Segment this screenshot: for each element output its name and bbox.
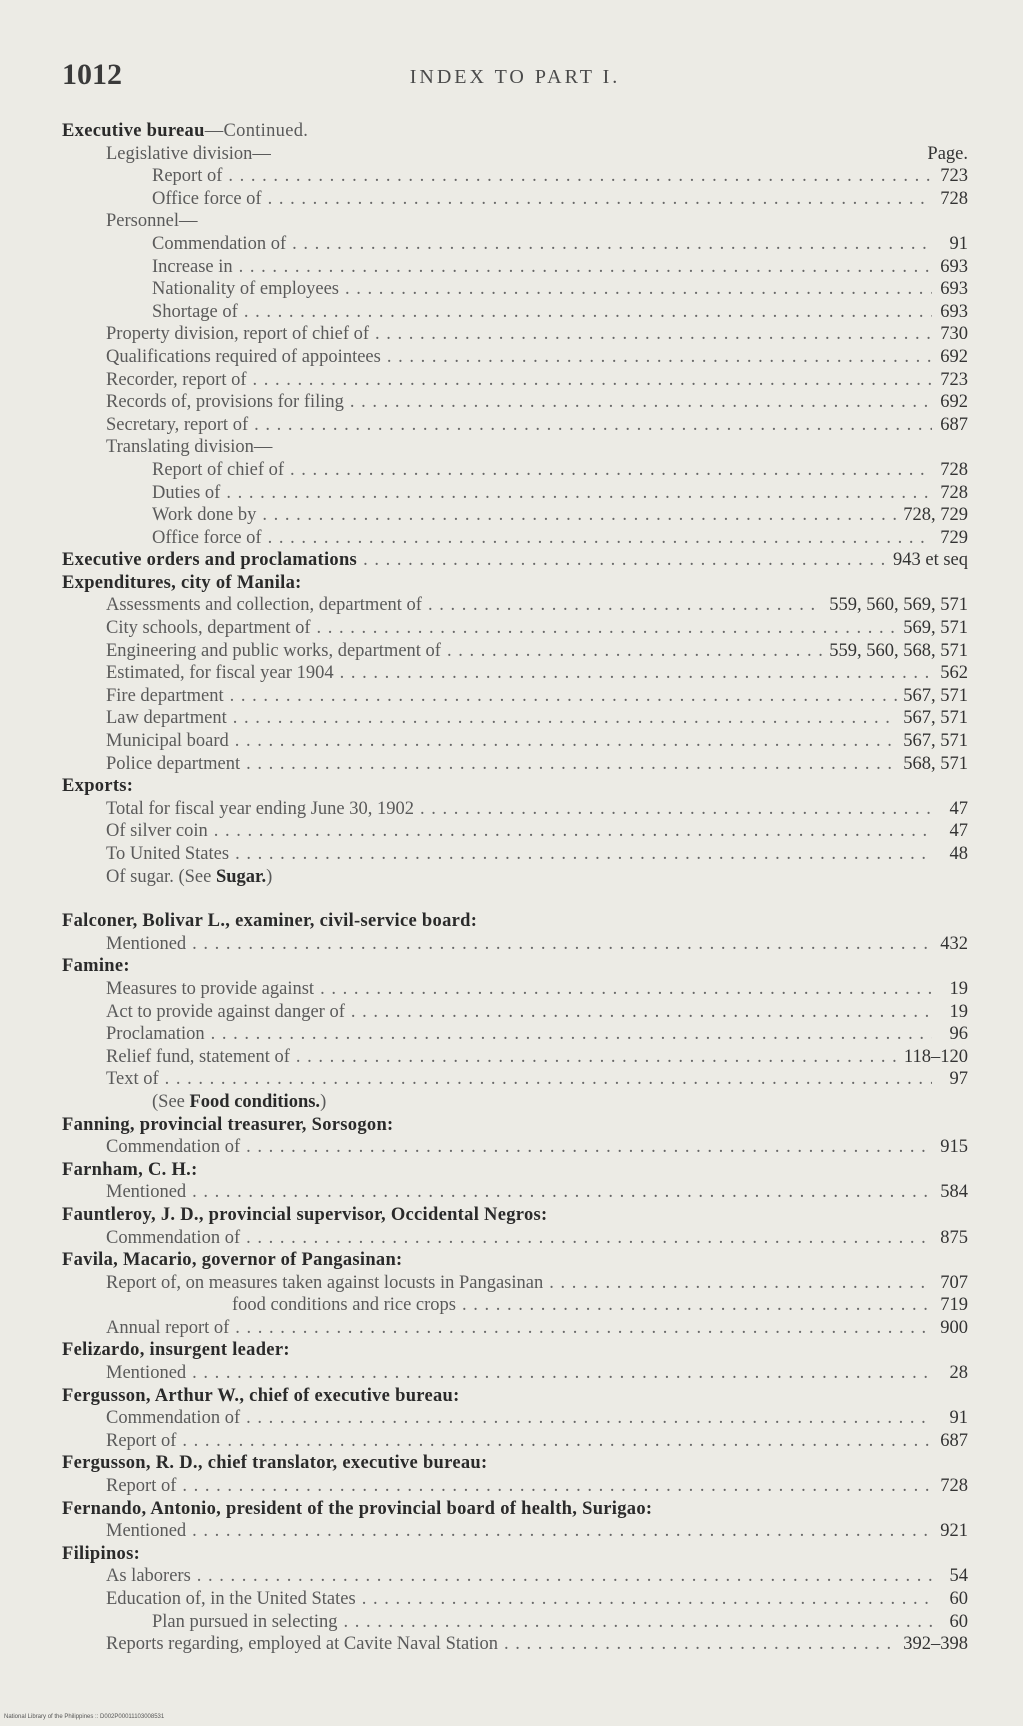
entry-label: Mentioned (106, 933, 187, 954)
scan-credit: National Library of the Philippines :: D002P00011103008531 (4, 1714, 165, 1720)
index-heading (62, 549, 968, 572)
entry-label: Education of, in the United States (106, 1589, 356, 1609)
index-heading (62, 1204, 968, 1227)
entry-label: Expenditures, city of Manila: (62, 572, 302, 593)
entry-label: Fire department (106, 685, 224, 706)
page-reference: 91 (949, 1408, 968, 1429)
entry-label: Fanning, provincial treasurer, Sorsogon: (62, 1114, 394, 1135)
entry-label: Qualifications required of appointees (106, 346, 381, 367)
entry-label: food conditions and rice crops (232, 1295, 456, 1316)
page-reference: 707 (940, 1272, 968, 1293)
entry-label: As laborers (106, 1566, 191, 1587)
dot-leader (254, 414, 932, 437)
dot-leader (230, 685, 898, 708)
dot-leader (387, 346, 932, 369)
page-reference: 392–398 (903, 1634, 968, 1655)
dot-leader (317, 617, 898, 640)
index-heading (62, 1543, 968, 1566)
entry-label: Felizardo, insurgent leader: (62, 1340, 290, 1361)
index-heading (62, 1114, 968, 1137)
index-subentry (62, 843, 968, 866)
index-subentry (62, 866, 968, 889)
dot-leader (197, 1565, 932, 1588)
entry-label: Report of, on measures taken against locusts in Pangasinan (106, 1272, 544, 1293)
dot-leader (165, 1068, 932, 1091)
entry-label: Reports regarding, employed at Cavite Naval Station (106, 1634, 498, 1655)
page-reference: Page. (927, 143, 968, 164)
index-subentry (62, 1362, 968, 1385)
entry-label: Executive orders and proclamations (62, 550, 358, 571)
entry-label: Report of chief of (152, 459, 285, 480)
dot-leader (268, 527, 932, 550)
index-subentry (62, 301, 968, 324)
page-reference: 728 (940, 188, 968, 209)
index-heading (62, 1385, 968, 1408)
entry-label: Mentioned (106, 1182, 187, 1203)
dot-leader (362, 1588, 932, 1611)
page-reference: 96 (949, 1024, 968, 1045)
index-subentry (62, 1520, 968, 1543)
dot-leader (292, 233, 932, 256)
page-reference: 730 (940, 324, 968, 345)
index-heading (62, 955, 968, 978)
dot-leader (192, 1520, 932, 1543)
entry-label: Exports: (62, 776, 134, 797)
dot-leader (235, 1317, 932, 1340)
page-reference: 19 (949, 1001, 968, 1022)
index-subentry (62, 436, 968, 459)
entry-label: Fauntleroy, J. D., provincial supervisor, Occidental Negros: (62, 1204, 548, 1225)
entry-label: (See Food conditions.) (152, 1091, 327, 1112)
dot-leader (343, 1611, 932, 1634)
index-subentry (62, 233, 968, 256)
index-subentry (62, 1001, 968, 1024)
dot-leader (228, 165, 932, 188)
entry-label: Increase in (152, 256, 233, 277)
dot-leader (226, 482, 932, 505)
page-reference: 568, 571 (903, 753, 968, 774)
index-subentry (62, 504, 968, 527)
entry-label: Police department (106, 753, 241, 774)
dot-leader (182, 1430, 932, 1453)
page-reference: 567, 571 (903, 731, 968, 752)
dot-leader (549, 1272, 932, 1295)
entry-label: Favila, Macario, governor of Pangasinan: (62, 1250, 403, 1271)
entry-label: Report of (152, 166, 223, 187)
dot-leader (246, 1227, 932, 1250)
index-heading (62, 775, 968, 798)
dot-leader (504, 1633, 897, 1656)
index-subentry (62, 933, 968, 956)
index-subentry (62, 640, 968, 663)
page-reference: 693 (940, 279, 968, 300)
index-subentry (62, 1611, 968, 1634)
page-reference: 48 (949, 844, 968, 864)
page-reference: 915 (940, 1137, 968, 1158)
entry-label: Annual report of (106, 1317, 230, 1338)
page-reference: 728, 729 (903, 505, 968, 526)
dot-leader (262, 504, 897, 527)
index-subentry (62, 346, 968, 369)
entry-label: Of silver coin (106, 821, 208, 842)
page-reference: 97 (949, 1069, 968, 1090)
page-number: 1012 (62, 58, 122, 91)
dot-leader (320, 978, 932, 1001)
entry-label: Recorder, report of (106, 369, 247, 390)
index-subentry (62, 1430, 968, 1453)
page-reference: 693 (940, 256, 968, 277)
page-reference: 687 (940, 414, 968, 435)
dot-leader (428, 594, 823, 617)
dot-leader (296, 1046, 898, 1069)
entry-label: Of sugar. (See Sugar.) (106, 866, 273, 887)
page-reference: 60 (949, 1589, 968, 1609)
entry-label: Commendation of (106, 1227, 241, 1248)
entry-label: Total for fiscal year ending June 30, 1902 (106, 798, 414, 819)
index-entries (62, 120, 968, 1656)
dot-leader (246, 1136, 932, 1159)
entry-label: Office force of (152, 527, 262, 548)
entry-label: Law department (106, 708, 227, 729)
dot-leader (447, 640, 823, 663)
dot-leader (363, 549, 887, 572)
page-reference: 432 (940, 933, 968, 954)
entry-suffix: —Continued. (204, 121, 309, 141)
entry-label: Engineering and public works, department of (106, 640, 441, 661)
page-reference: 693 (940, 301, 968, 322)
entry-label: Commendation of (106, 1137, 241, 1158)
page-reference: 723 (940, 166, 968, 187)
entry-label: Proclamation (106, 1024, 205, 1045)
index-subentry (62, 978, 968, 1001)
page-reference: 91 (949, 233, 968, 254)
index-heading (62, 910, 968, 933)
entry-label: Plan pursued in selecting (152, 1611, 338, 1632)
dot-leader (235, 843, 932, 866)
index-subentry (62, 617, 968, 640)
dot-leader (290, 459, 932, 482)
index-subentry (62, 143, 968, 166)
cross-reference: Food conditions. (189, 1091, 321, 1112)
index-subentry (62, 1588, 968, 1611)
entry-label: Work done by (152, 505, 257, 526)
entry-label: Commendation of (152, 233, 287, 254)
dot-leader (340, 662, 932, 685)
dot-leader (239, 256, 932, 279)
entry-label: Text of (106, 1069, 159, 1090)
entry-label: Fernando, Antonio, president of the provincial board of health, Surigao: (62, 1498, 653, 1519)
dot-leader (351, 1001, 932, 1024)
index-heading (62, 1498, 968, 1521)
page-reference: 728 (940, 482, 968, 503)
index-subentry (62, 278, 968, 301)
page-reference: 569, 571 (903, 618, 968, 639)
entry-label: Relief fund, statement of (106, 1046, 290, 1067)
cross-reference: Sugar. (215, 866, 267, 887)
index-subentry (62, 1475, 968, 1498)
entry-label: Shortage of (152, 301, 238, 322)
page-reference: 19 (949, 978, 968, 999)
entry-label: Report of (106, 1430, 177, 1451)
index-heading (62, 1339, 968, 1362)
entry-label: Legislative division— (106, 143, 271, 164)
entry-label: Commendation of (106, 1408, 241, 1429)
index-subentry (62, 210, 968, 233)
index-heading (62, 120, 968, 143)
page-reference: 719 (940, 1295, 968, 1316)
index-subentry (62, 662, 968, 685)
index-subentry (62, 369, 968, 392)
index-subentry (62, 165, 968, 188)
page-reference: 60 (949, 1611, 968, 1632)
dot-leader (350, 391, 932, 414)
page-reference: 567, 571 (903, 708, 968, 729)
page-reference: 559, 560, 568, 571 (829, 640, 968, 661)
entry-label: Nationality of employees (152, 279, 340, 300)
entry-label: Personnel— (106, 211, 198, 232)
index-subentry (62, 1317, 968, 1340)
index-subentry (62, 482, 968, 505)
index-subentry (62, 391, 968, 414)
entry-label: Famine: (62, 956, 130, 977)
entry-label: Secretary, report of (106, 414, 249, 435)
page-reference: 729 (940, 527, 968, 548)
index-subentry (62, 820, 968, 843)
entry-label: Fergusson, Arthur W., chief of executive bureau: (62, 1385, 460, 1406)
entry-label: Act to provide against danger of (106, 1001, 345, 1022)
entry-label: City schools, department of (106, 618, 311, 639)
page-reference: 728 (940, 1476, 968, 1497)
dot-leader (246, 1407, 932, 1430)
index-subentry (62, 1181, 968, 1204)
index-subentry (62, 1272, 968, 1295)
index-subentry (62, 1227, 968, 1250)
page-reference: 47 (949, 798, 968, 819)
running-head: INDEX TO PART I. (409, 66, 621, 88)
index-subentry (62, 753, 968, 776)
cross-reference-close: ) (320, 1091, 327, 1112)
entry-label: Mentioned (106, 1521, 187, 1542)
index-subentry (62, 188, 968, 211)
page-reference: 567, 571 (903, 685, 968, 706)
dot-leader (244, 301, 932, 324)
dot-leader (192, 933, 932, 956)
index-heading (62, 1159, 968, 1182)
index-subentry (62, 527, 968, 550)
dot-leader (233, 707, 898, 730)
index-subentry (62, 798, 968, 821)
index-subentry (62, 1294, 968, 1317)
dot-leader (420, 798, 932, 821)
index-subentry (62, 1633, 968, 1656)
entry-label: Falconer, Bolivar L., examiner, civil-service board: (62, 911, 478, 932)
page-reference: 47 (949, 821, 968, 842)
index-heading (62, 1452, 968, 1475)
index-subentry (62, 1407, 968, 1430)
dot-leader (345, 278, 932, 301)
entry-label: To United States (106, 844, 230, 864)
page-reference: 559, 560, 569, 571 (829, 595, 968, 616)
entry-label: Mentioned (106, 1363, 187, 1384)
dot-leader (211, 1023, 932, 1046)
dot-leader (375, 323, 932, 346)
page-reference: 921 (940, 1521, 968, 1542)
dot-leader (182, 1475, 932, 1498)
page-reference: 118–120 (903, 1046, 968, 1067)
entry-label: Assessments and collection, department of (106, 595, 422, 616)
index-subentry (62, 1023, 968, 1046)
page-reference: 943 et seq (892, 550, 968, 571)
index-subentry (62, 707, 968, 730)
index-subentry (62, 1565, 968, 1588)
index-subentry (62, 414, 968, 437)
page-reference: 692 (940, 392, 968, 413)
page-reference: 723 (940, 369, 968, 390)
index-heading (62, 1249, 968, 1272)
cross-reference-close: ) (266, 866, 273, 887)
index-subentry (62, 1136, 968, 1159)
index-subentry (62, 459, 968, 482)
entry-label: Report of (106, 1476, 177, 1497)
page-reference: 584 (940, 1182, 968, 1203)
entry-label: Executive bureau—Continued. (62, 121, 309, 141)
page-header (62, 58, 968, 98)
page-reference: 54 (949, 1566, 968, 1587)
entry-label: Duties of (152, 482, 221, 503)
page-reference: 900 (940, 1317, 968, 1338)
index-subentry (62, 730, 968, 753)
dot-leader (253, 369, 932, 392)
entry-label: Office force of (152, 188, 262, 209)
entry-label: Municipal board (106, 731, 229, 752)
dot-leader (246, 753, 897, 776)
dot-leader (235, 730, 897, 753)
page-reference: 28 (949, 1363, 968, 1384)
index-heading (62, 572, 968, 595)
index-subentry (62, 256, 968, 279)
dot-leader (192, 1362, 932, 1385)
index-subentry (62, 685, 968, 708)
entry-label: Translating division— (106, 437, 273, 458)
entry-label: Farnham, C. H.: (62, 1159, 198, 1180)
dot-leader (214, 820, 932, 843)
entry-label: Records of, provisions for filing (106, 392, 344, 413)
entry-label: Fergusson, R. D., chief translator, executive bureau: (62, 1453, 488, 1474)
index-subentry (62, 1068, 968, 1091)
index-subentry (62, 323, 968, 346)
index-subentry (62, 1046, 968, 1069)
page-reference: 687 (940, 1430, 968, 1451)
index-subentry (62, 594, 968, 617)
page-reference: 562 (940, 663, 968, 684)
entry-label: Estimated, for fiscal year 1904 (106, 663, 334, 684)
dot-leader (268, 188, 932, 211)
page-reference: 875 (940, 1227, 968, 1248)
page-reference: 692 (940, 346, 968, 367)
dot-leader (462, 1294, 932, 1317)
entry-label: Property division, report of chief of (106, 324, 370, 345)
dot-leader (192, 1181, 932, 1204)
entry-label: Filipinos: (62, 1543, 141, 1564)
page-reference: 728 (940, 459, 968, 480)
entry-label: Measures to provide against (106, 978, 315, 999)
index-subentry (62, 1091, 968, 1114)
